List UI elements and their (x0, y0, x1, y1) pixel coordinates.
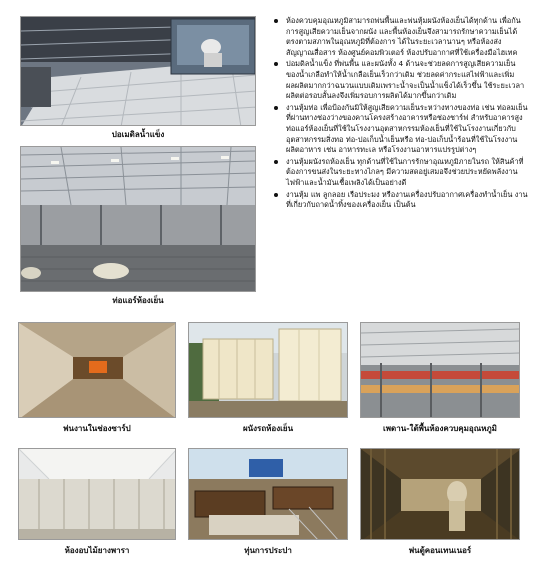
bullet-item (272, 16, 528, 58)
warehouse-scene (21, 147, 256, 292)
photo-refrigeration-pipes (18, 322, 176, 418)
photo-ice-plant (20, 16, 256, 126)
container-scene (361, 449, 520, 540)
caption-cold-room-panels: ผนังรถห้องเย็น (242, 424, 294, 433)
water-pipe-scene (189, 449, 348, 540)
photo-container-spray (360, 448, 520, 540)
caption-rubber-drying-room: ห้องอบไม้ยางพารา (64, 546, 130, 555)
bullet-dot (274, 193, 278, 197)
bullet-dot (274, 62, 278, 66)
bullet-item (272, 190, 528, 211)
caption-insulated-ceiling: เพดาน-ใต้พื้นห้องควบคุมอุณหภูมิ (383, 424, 497, 433)
caption-water-pipe: ทุ่นการประปา (244, 546, 292, 555)
photo-cold-room-panels (188, 322, 348, 418)
caption-refrigeration-pipes: พ่นงานในช่องซาร์ป (63, 424, 131, 433)
bullet-dot (274, 19, 278, 23)
photo-water-pipe (188, 448, 348, 540)
bullet-text: งานหุ้ม แพ ลูกลอย เรือประมง หรืองานเครื่องปรับอากาศเครื่องทำน้ำเย็น งานที่เกี่ยวกับถาดน้ำทิ้งของเครื่องเย็น เป็นต้น (286, 189, 528, 210)
ice-plant-scene (21, 17, 256, 126)
bullet-text: ปอมดิลน้ำแข็ง ที่พ่นพื้น และผนังทั้ง 4 ด้านจะช่วยลดการสูญเสียความเย็นของน้ำเกลือทำให้น้ำเกลือเย็นเร็วกว่าเดิม ช่วยลดค่ากระแสไฟฟ้าและเพิ่มผลผลิตมากกว่าฉนวนแบบเดิมเพราะน้ำจะเป็นน้ำแข็งได้เร็วขึ้น ใช้ระยะเวลาผลิตต่อรอบสั้นลงจึงเพิ่มรอบการผลิตได้มากขึ้นกว่าเดิม (286, 59, 525, 101)
photo-insulated-ceiling (360, 322, 520, 418)
bullet-item (272, 103, 528, 156)
caption-ice-plant: ปอเมดิลน้ำแข็ง (111, 130, 165, 139)
panel-scene (189, 323, 348, 418)
drying-room-scene (19, 449, 176, 540)
application-bullets (272, 16, 528, 212)
bullet-dot (274, 106, 278, 110)
bullet-text: ห้องควบคุมอุณหภูมิสามารถพ่นพื้นและพ่นหุ้มผนังห้องเย็นได้ทุกด้าน เพื่อกันการสูญเสียความเย็นจากผนัง และพื้นห้องเย็นจึงสามารถรักษาความเย็นได้ตรงตามสภาพในอุณหภูมิที่ต้องการ ได้ในระยะเวลานานๆ หรือห้องส่งสัญญาณสื่อสาร ห้องศูนย์คอมพิวเตอร์ ห้องปรับอากาศที่ใช้เครื่องมือไฮเทค (286, 16, 521, 57)
tunnel-scene (19, 323, 176, 418)
bullet-dot (274, 160, 278, 164)
bullet-item (272, 157, 528, 189)
caption-cold-storage-duct: ท่อแอร์ห้องเย็น (112, 296, 164, 305)
bullet-item (272, 59, 528, 101)
photo-cold-storage-duct (20, 146, 256, 292)
bullet-text: งานหุ้มผนังรถห้องเย็น ทุกด้านที่ใช้ในการรักษาอุณหภูมิภายในรถ ให้สินค้าที่ต้องการขนส่งในระยะทางไกลๆ มีความสดอยู่เสมอจึงช่วยประหยัดพลังงานไฟฟ้าและน้ำมันเชื้อเพลิงได้เป็นอย่างดี (286, 156, 524, 187)
bullet-text: งานหุ้มท่อ เพื่อป้องกันมิให้สูญเสียความเย็นระหว่างทางของท่อ เช่น ท่อลมเย็นที่ผ่านทางช่องว่างของคานโครงสร้างอาคารหรือช่องชาร์ฟ สำหรับอาคารสูง ท่อแอร์ห้องเย็นที่ใช้ในโรงงานอุตสาหกรรมห้องเย็นที่ใช้ในโรงงานเกี่ยวกับอุตสาหกรรมสิ่งทอ ท่อ-ปอเก็บน้ำเย็นหรือ ท่อ-ปอเก็บน้ำร้อนที่ใช้ในโรงงานผลิตอาหาร เช่น อาหารทะเล หรือโรงงานอาหารแปรรูปต่างๆ (286, 102, 528, 155)
caption-container-spray: พ่นตู้คอนเทนเนอร์ (408, 546, 472, 555)
ceiling-scene (361, 323, 520, 418)
photo-rubber-drying-room (18, 448, 176, 540)
